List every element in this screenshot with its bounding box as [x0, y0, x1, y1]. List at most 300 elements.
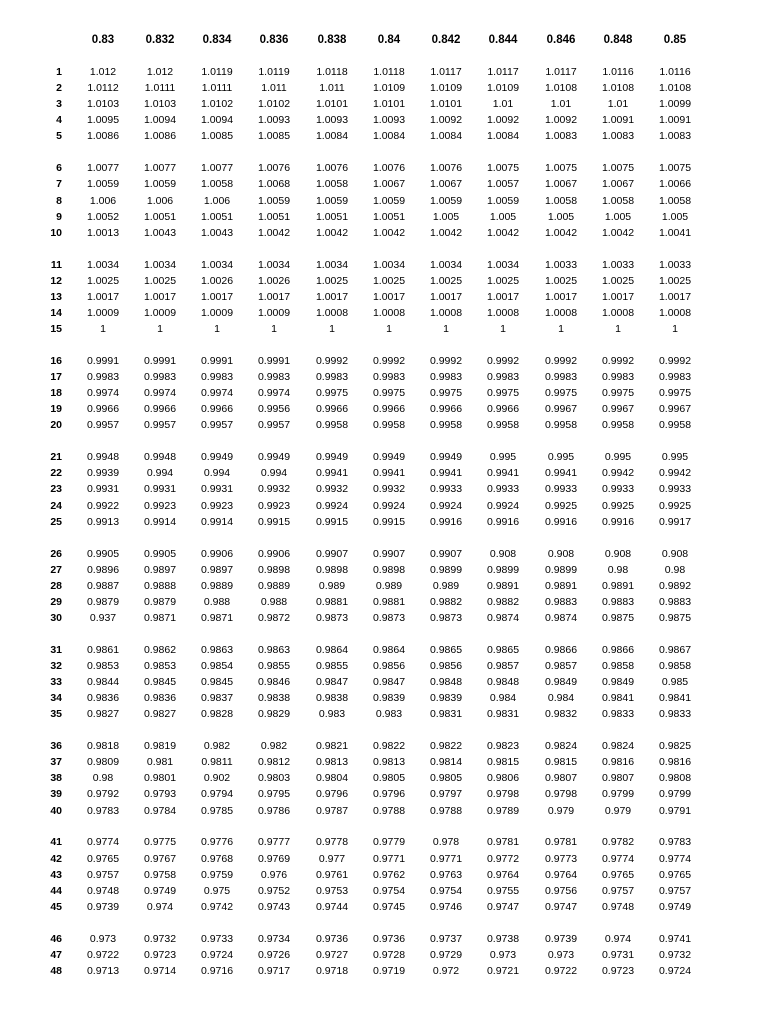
table-cell: 0.9734	[257, 932, 291, 945]
table-cell: 0.9907	[315, 547, 349, 560]
table-cell: 0.9932	[372, 483, 406, 496]
table-cell: 1.0033	[601, 258, 635, 271]
table-cell: 1.0008	[601, 306, 635, 319]
table-cell: 0.9933	[429, 483, 463, 496]
table-cell: 0.9858	[658, 659, 692, 672]
table-cell: 0.9873	[372, 611, 406, 624]
table-row	[0, 370, 768, 385]
table-row	[0, 707, 768, 722]
table-cell: 0.983	[318, 708, 346, 721]
table-cell: 1.0083	[658, 130, 692, 143]
table-cell: 1.0013	[86, 226, 120, 239]
table-cell: 0.9746	[429, 900, 463, 913]
table-cell: 0.9958	[658, 419, 692, 432]
table-cell: 0.989	[432, 579, 460, 592]
table-cell: 1.0034	[486, 258, 520, 271]
row-number: 25	[50, 515, 62, 528]
table-cell: 0.9785	[200, 804, 234, 817]
table-cell: 0.995	[661, 451, 689, 464]
row-number: 24	[50, 499, 62, 512]
table-cell: 0.9731	[601, 948, 635, 961]
table-cell: 0.9983	[315, 371, 349, 383]
table-cell: 0.9836	[86, 692, 120, 705]
table-cell: 1.0092	[486, 114, 520, 127]
row-number: 31	[50, 643, 62, 656]
table-cell: 0.972	[432, 964, 460, 977]
table-cell: 0.989	[318, 579, 346, 592]
table-cell: 1.0083	[601, 130, 635, 143]
table-cell: 0.9883	[544, 595, 578, 608]
table-cell: 0.984	[547, 692, 575, 705]
table-cell: 1.0042	[429, 226, 463, 239]
table-cell: 0.9798	[486, 788, 520, 801]
table-cell: 0.9831	[429, 708, 463, 721]
table-cell: 0.9814	[429, 756, 463, 769]
table-cell: 0.9779	[372, 836, 406, 849]
table-cell: 0.9915	[257, 515, 291, 528]
table-cell: 0.9889	[257, 579, 291, 592]
table-cell: 0.9889	[200, 579, 234, 592]
table-cell: 0.976	[260, 868, 288, 881]
table-cell: 0.9932	[315, 483, 349, 496]
table-cell: 0.9813	[372, 756, 406, 769]
table-cell: 1.0075	[658, 162, 692, 175]
table-cell: 1.0108	[544, 82, 578, 95]
table-row	[0, 932, 768, 947]
table-cell: 0.9916	[544, 515, 578, 528]
table-cell: 0.974	[146, 900, 174, 913]
table-cell: 0.9873	[429, 611, 463, 624]
table-cell: 0.9722	[544, 964, 578, 977]
table-cell: 0.9848	[486, 676, 520, 688]
table-cell: 0.9883	[601, 595, 635, 608]
table-cell: 0.9811	[201, 756, 233, 769]
table-cell: 1.0051	[143, 210, 177, 223]
row-number: 16	[50, 354, 62, 367]
table-cell: 1.0058	[315, 178, 349, 191]
row-number: 37	[50, 756, 62, 769]
table-cell: 0.9841	[601, 692, 635, 705]
table-cell: 1.0042	[257, 226, 291, 239]
row-number: 20	[50, 419, 62, 432]
table-cell: 1.0057	[486, 178, 520, 191]
table-cell: 1.0086	[143, 130, 177, 143]
table-cell: 0.9787	[315, 804, 349, 817]
row-number: 15	[50, 323, 62, 335]
row-number: 4	[56, 114, 62, 127]
table-cell: 0.9844	[86, 676, 120, 688]
column-header: 0.844	[488, 34, 518, 46]
table-cell: 0.9975	[601, 387, 635, 400]
table-cell: 0.9924	[486, 499, 520, 512]
table-cell: 0.9815	[544, 756, 578, 769]
table-cell: 0.9773	[544, 852, 578, 865]
table-cell: 0.9931	[86, 483, 120, 496]
table-cell: 0.9757	[601, 884, 635, 897]
table-cell: 0.9949	[372, 451, 406, 464]
table-cell: 0.9872	[257, 611, 291, 624]
table-cell: 1.0051	[315, 210, 349, 223]
table-cell: 1.0112	[87, 82, 119, 95]
table-row	[0, 258, 768, 273]
table-cell: 0.908	[547, 547, 575, 560]
table-cell: 1.0025	[486, 274, 520, 287]
table-cell: 0.9905	[86, 547, 120, 560]
table-cell: 0.9874	[486, 611, 520, 624]
table-cell: 1.0008	[372, 306, 406, 319]
table-cell: 1	[157, 323, 163, 335]
table-cell: 1.0108	[601, 82, 635, 95]
table-cell: 0.9847	[315, 676, 349, 688]
table-cell: 0.9776	[200, 836, 234, 849]
table-cell: 0.908	[604, 547, 632, 560]
row-number: 17	[50, 371, 62, 383]
table-cell: 0.9755	[486, 884, 520, 897]
table-cell: 1.0025	[315, 274, 349, 287]
table-cell: 0.9846	[257, 676, 291, 688]
table-cell: 0.9764	[544, 868, 578, 881]
table-cell: 1.0084	[372, 130, 406, 143]
table-cell: 1.0025	[143, 274, 177, 287]
table-cell: 0.995	[604, 451, 632, 464]
table-cell: 1.0008	[658, 306, 692, 319]
table-cell: 1.01	[492, 98, 514, 111]
table-cell: 0.9881	[315, 595, 349, 608]
table-cell: 0.979	[604, 804, 632, 817]
table-cell: 0.9841	[658, 692, 692, 705]
table-cell: 0.981	[146, 756, 174, 769]
table-cell: 0.9727	[315, 948, 349, 961]
table-cell: 0.9917	[658, 515, 692, 528]
table-cell: 1.0118	[373, 66, 405, 78]
table-cell: 0.9863	[200, 643, 234, 656]
table-cell: 0.9862	[143, 643, 177, 656]
table-cell: 0.973	[547, 948, 575, 961]
row-number: 2	[56, 82, 62, 95]
table-cell: 0.9806	[486, 772, 520, 785]
table-row	[0, 611, 768, 626]
table-cell: 0.9744	[315, 900, 349, 913]
column-header: 0.838	[317, 34, 347, 46]
table-cell: 0.9808	[658, 772, 692, 785]
table-cell: 1.0042	[601, 226, 635, 239]
table-row	[0, 643, 768, 658]
table-cell: 1.0102	[257, 98, 291, 111]
row-number: 46	[50, 932, 62, 945]
table-cell: 1.005	[661, 210, 689, 223]
table-cell: 0.9864	[315, 643, 349, 656]
table-cell: 0.9824	[544, 740, 578, 753]
table-cell: 0.9739	[86, 900, 120, 913]
table-cell: 1.0017	[486, 290, 520, 303]
table-cell: 0.9966	[86, 403, 120, 416]
table-cell: 0.9866	[601, 643, 635, 656]
table-cell: 1.0116	[602, 66, 634, 78]
row-number: 10	[50, 226, 62, 239]
table-row	[0, 210, 768, 225]
row-number: 22	[50, 467, 62, 480]
table-cell: 0.9798	[544, 788, 578, 801]
table-cell: 0.9849	[544, 676, 578, 688]
table-cell: 0.9774	[601, 852, 635, 865]
table-cell: 0.9853	[86, 659, 120, 672]
table-cell: 0.9794	[200, 788, 234, 801]
table-cell: 0.9949	[315, 451, 349, 464]
table-cell: 1.0034	[143, 258, 177, 271]
table-cell: 0.9888	[143, 579, 177, 592]
table-cell: 0.9819	[143, 740, 177, 753]
table-cell: 0.9778	[315, 836, 349, 849]
table-cell: 0.9974	[143, 387, 177, 400]
table-cell: 0.9792	[86, 788, 120, 801]
table-cell: 0.9896	[86, 563, 120, 576]
table-row	[0, 755, 768, 770]
table-cell: 0.9719	[372, 964, 406, 977]
table-cell: 0.9957	[257, 419, 291, 432]
table-cell: 1.0117	[545, 66, 577, 78]
row-number: 32	[50, 659, 62, 672]
table-cell: 1	[558, 323, 564, 335]
table-cell: 0.9753	[315, 884, 349, 897]
table-cell: 0.9758	[143, 868, 177, 881]
table-cell: 0.9822	[429, 740, 463, 753]
table-cell: 1.0051	[372, 210, 406, 223]
table-cell: 0.9933	[486, 483, 520, 496]
table-cell: 0.9897	[200, 563, 234, 576]
row-number: 47	[50, 948, 62, 961]
table-cell: 1.0084	[315, 130, 349, 143]
table-cell: 0.994	[146, 467, 174, 480]
table-cell: 0.9942	[658, 467, 692, 480]
table-cell: 1.012	[89, 66, 117, 78]
table-cell: 0.9992	[372, 354, 406, 367]
row-number: 33	[50, 676, 62, 688]
table-cell: 1.0009	[143, 306, 177, 319]
table-cell: 0.9875	[601, 611, 635, 624]
table-cell: 0.9813	[315, 756, 349, 769]
table-cell: 0.9907	[429, 547, 463, 560]
table-cell: 1.01	[550, 98, 572, 111]
table-cell: 1.0108	[658, 82, 692, 95]
table-cell: 0.9992	[544, 354, 578, 367]
table-cell: 0.9781	[544, 836, 578, 849]
table-cell: 1.012	[146, 66, 174, 78]
table-cell: 0.9871	[200, 611, 234, 624]
table-cell: 0.9879	[143, 595, 177, 608]
row-number: 44	[50, 884, 62, 897]
table-cell: 1.01	[607, 98, 629, 111]
table-cell: 0.9891	[544, 579, 578, 592]
table-cell: 1.011	[319, 82, 345, 95]
table-row	[0, 547, 768, 562]
table-cell: 0.9983	[429, 371, 463, 383]
table-cell: 1.0043	[143, 226, 177, 239]
table-cell: 1	[100, 323, 106, 335]
table-cell: 0.9854	[200, 659, 234, 672]
table-cell: 0.9939	[86, 467, 120, 480]
table-cell: 0.9796	[372, 788, 406, 801]
table-cell: 1.0091	[658, 114, 692, 127]
table-cell: 0.9923	[143, 499, 177, 512]
table-cell: 1.0059	[315, 194, 349, 207]
table-cell: 0.974	[604, 932, 632, 945]
table-cell: 1.0051	[200, 210, 234, 223]
row-number: 27	[50, 563, 62, 576]
column-header: 0.832	[145, 34, 175, 46]
table-cell: 0.9899	[544, 563, 578, 576]
table-cell: 0.9949	[257, 451, 291, 464]
table-cell: 1.0067	[372, 178, 406, 191]
table-row	[0, 868, 768, 883]
table-cell: 0.9956	[257, 403, 291, 416]
table-cell: 1.0017	[200, 290, 234, 303]
table-cell: 0.9839	[429, 692, 463, 705]
table-cell: 0.9916	[601, 515, 635, 528]
row-number: 23	[50, 483, 62, 496]
table-cell: 1.0034	[200, 258, 234, 271]
table-cell: 1.0009	[257, 306, 291, 319]
table-cell: 0.9941	[315, 467, 349, 480]
table-cell: 0.982	[260, 740, 288, 753]
table-cell: 0.9933	[658, 483, 692, 496]
column-header: 0.84	[377, 34, 401, 46]
table-cell: 0.9807	[544, 772, 578, 785]
table-row	[0, 161, 768, 176]
table-cell: 1.0008	[544, 306, 578, 319]
table-cell: 0.9784	[143, 804, 177, 817]
table-cell: 1.0034	[372, 258, 406, 271]
table-cell: 1.0034	[86, 258, 120, 271]
table-cell: 0.9747	[486, 900, 520, 913]
table-cell: 1.0091	[601, 114, 635, 127]
table-cell: 1.0117	[487, 66, 519, 78]
table-cell: 1.0093	[372, 114, 406, 127]
table-cell: 0.9781	[486, 836, 520, 849]
table-cell: 0.9992	[658, 354, 692, 367]
table-cell: 0.9991	[257, 354, 291, 367]
table-row	[0, 900, 768, 915]
table-cell: 1.0077	[200, 162, 234, 175]
row-number: 38	[50, 772, 62, 785]
table-cell: 1.0008	[486, 306, 520, 319]
table-row	[0, 595, 768, 610]
table-cell: 0.9816	[601, 756, 635, 769]
table-cell: 0.9863	[257, 643, 291, 656]
table-cell: 1.0103	[143, 98, 177, 111]
table-cell: 0.9828	[200, 708, 234, 721]
table-cell: 1.0076	[429, 162, 463, 175]
row-number: 18	[50, 387, 62, 400]
table-cell: 0.9716	[200, 964, 234, 977]
table-cell: 0.9815	[486, 756, 520, 769]
table-cell: 0.9983	[658, 371, 692, 383]
table-row	[0, 499, 768, 514]
table-cell: 0.9958	[315, 419, 349, 432]
table-cell: 0.9966	[200, 403, 234, 416]
table-cell: 1.0067	[544, 178, 578, 191]
row-number: 36	[50, 740, 62, 753]
table-cell: 0.979	[547, 804, 575, 817]
table-cell: 0.9867	[658, 643, 692, 656]
table-cell: 0.9805	[429, 772, 463, 785]
table-cell: 0.9974	[257, 387, 291, 400]
table-row	[0, 322, 768, 337]
table-row	[0, 113, 768, 128]
table-cell: 0.9799	[601, 788, 635, 801]
table-cell: 0.9756	[544, 884, 578, 897]
table-cell: 0.9883	[658, 595, 692, 608]
table-cell: 0.9941	[486, 467, 520, 480]
table-cell: 0.9942	[601, 467, 635, 480]
table-cell: 0.9799	[658, 788, 692, 801]
table-cell: 0.9848	[429, 676, 463, 688]
row-number: 19	[50, 403, 62, 416]
row-number: 11	[50, 258, 62, 271]
table-cell: 0.9925	[601, 499, 635, 512]
table-cell: 1.0119	[258, 66, 290, 78]
table-cell: 0.9975	[315, 387, 349, 400]
table-cell: 0.9783	[86, 804, 120, 817]
table-cell: 0.9871	[143, 611, 177, 624]
table-cell: 1.0043	[200, 226, 234, 239]
table-cell: 0.9958	[372, 419, 406, 432]
table-cell: 0.9733	[200, 932, 234, 945]
column-header: 0.842	[431, 34, 461, 46]
table-cell: 0.9897	[143, 563, 177, 576]
table-cell: 0.9925	[658, 499, 692, 512]
table-cell: 0.9827	[86, 708, 120, 721]
table-row	[0, 450, 768, 465]
table-cell: 0.98	[664, 563, 686, 576]
table-cell: 1.0109	[372, 82, 406, 95]
table-cell: 0.98	[607, 563, 629, 576]
table-cell: 0.9967	[544, 403, 578, 416]
table-cell: 0.9856	[429, 659, 463, 672]
table-cell: 0.9992	[315, 354, 349, 367]
table-cell: 0.9804	[315, 772, 349, 785]
table-cell: 0.9782	[601, 836, 635, 849]
table-cell: 0.9786	[257, 804, 291, 817]
row-number: 7	[56, 178, 62, 191]
table-cell: 0.9721	[486, 964, 520, 977]
table-cell: 0.908	[661, 547, 689, 560]
table-cell: 0.9825	[658, 740, 692, 753]
table-cell: 0.9812	[257, 756, 291, 769]
table-cell: 0.9966	[372, 403, 406, 416]
table-cell: 1.0086	[86, 130, 120, 143]
table-cell: 0.9974	[86, 387, 120, 400]
table-cell: 0.9765	[658, 868, 692, 881]
table-cell: 1.0117	[430, 66, 462, 78]
table-cell: 1.0059	[429, 194, 463, 207]
table-cell: 0.9866	[544, 643, 578, 656]
table-cell: 0.9838	[257, 692, 291, 705]
table-cell: 1.0111	[144, 82, 176, 95]
table-cell: 1.006	[89, 194, 117, 207]
table-cell: 0.984	[489, 692, 517, 705]
table-cell: 1.0017	[601, 290, 635, 303]
table-row	[0, 466, 768, 481]
table-cell: 1.0025	[601, 274, 635, 287]
table-cell: 0.9882	[429, 595, 463, 608]
table-cell: 0.9807	[601, 772, 635, 785]
table-row	[0, 659, 768, 674]
table-cell: 0.9922	[86, 499, 120, 512]
column-header: 0.846	[546, 34, 576, 46]
table-cell: 0.978	[432, 836, 460, 849]
table-row	[0, 65, 768, 80]
table-row	[0, 771, 768, 786]
